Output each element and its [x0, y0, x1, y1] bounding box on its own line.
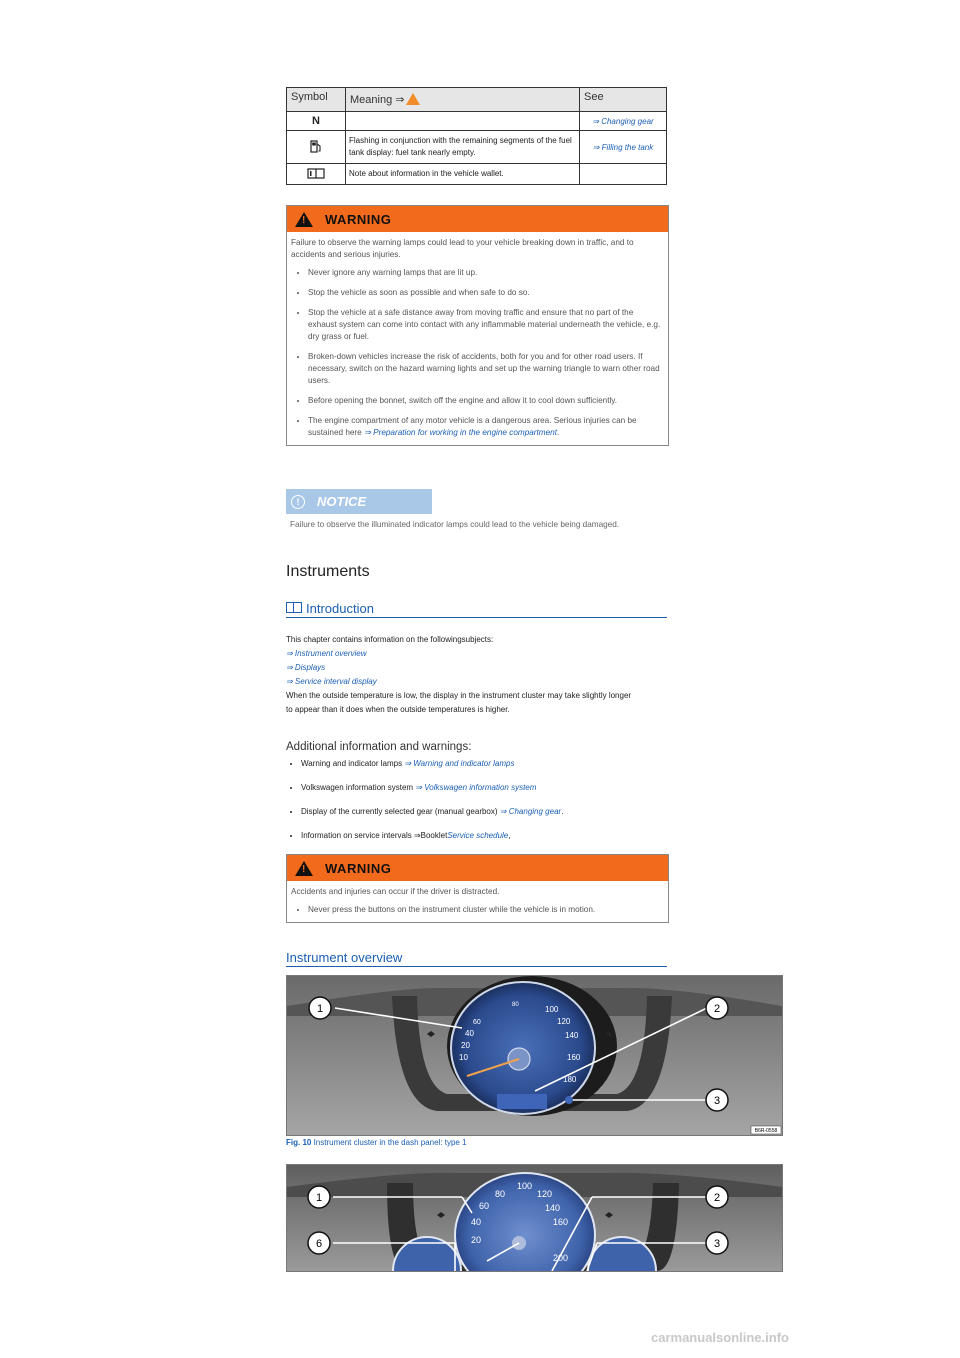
callout-1: 1 [316, 1003, 324, 1015]
tick-label: 200 [553, 1253, 569, 1263]
list-item: • Display of the currently selected gear (manual gearbox) ⇒ Changing gear. [301, 806, 682, 817]
tick-label: 140 [565, 1031, 579, 1040]
notice-header [286, 489, 432, 514]
warning-box [286, 205, 669, 446]
list-item: • Before opening the bonnet, switch off the engine and allow it to cool down sufficiently. [308, 395, 664, 407]
tick-label: 180 [563, 1075, 577, 1084]
intro-paragraph: This chapter contains information on the followingsubjects: ⇒ Instrument overview ⇒ Displays ⇒ Service interval display [286, 633, 493, 689]
book-info-icon [287, 164, 346, 185]
warning-triangle-icon [295, 212, 313, 227]
tick-label: 20 [461, 1041, 470, 1050]
warning-list [291, 904, 664, 916]
engine-prep-link[interactable]: ⇒ Preparation for working in the engine compartment [364, 428, 557, 437]
table-cell-meaning [346, 112, 580, 131]
warning-title: WARNING [325, 211, 392, 227]
notice-text: Failure to observe the illuminated indicator lamps could lead to the vehicle being damaged. [290, 520, 620, 529]
additional-info-list [286, 758, 682, 854]
warning-header [287, 206, 668, 232]
changing-gear-link[interactable]: ⇒ Changing gear [499, 807, 562, 816]
instrument-cluster-figure-2 [286, 1164, 783, 1272]
service-schedule-link[interactable]: Service schedule [447, 831, 509, 840]
list-item: • Volkswagen information system ⇒ Volkswagen information system [301, 782, 682, 793]
callout-3: 3 [713, 1095, 721, 1107]
instrument-cluster-figure-1 [286, 975, 783, 1136]
table-row [287, 112, 667, 131]
table-row [287, 131, 667, 164]
see-link[interactable]: ⇒ Changing gear [580, 112, 667, 131]
service-interval-link[interactable]: ⇒ Service interval display [286, 677, 377, 686]
col-meaning-header: Meaning ⇒ [346, 88, 580, 112]
tick-label: 20 [471, 1235, 482, 1245]
warning-lamps-link[interactable]: ⇒ Warning and indicator lamps [404, 759, 515, 768]
intro-heading: Introduction [286, 601, 667, 618]
tick-label: 120 [537, 1189, 553, 1199]
book-icon [286, 602, 302, 613]
tick-label: 40 [471, 1217, 482, 1227]
figure-code: B6R-0558 [754, 1128, 778, 1134]
figure-caption: Fig. 10 Instrument cluster in the dash panel: type 1 [286, 1138, 467, 1147]
table-cell-meaning: Flashing in conjunction with the remaining segments of the fuel tank display: fuel tank nearly empty. [346, 131, 580, 164]
list-item: • Stop the vehicle as soon as possible and when safe to do so. [308, 287, 664, 299]
tick-label: 100 [545, 1005, 559, 1014]
tick-label: 80 [495, 1189, 506, 1199]
cluster-illustration-1 [287, 976, 782, 1135]
cluster-illustration-2 [287, 1165, 782, 1271]
tick-label: 160 [567, 1053, 581, 1062]
list-item: • Stop the vehicle at a safe distance away from moving traffic and ensure that no part of the exhaust system can come into contact with any inflammable material underneath the vehicle, e.g. dry grass or fuel. [308, 307, 664, 343]
list-item: • Never ignore any warning lamps that are lit up. [308, 267, 664, 279]
tick-label: 10 [459, 1053, 468, 1062]
instrument-overview-heading: Instrument overview [286, 950, 667, 967]
tick-label: 80 [512, 1002, 519, 1008]
list-item: • Broken-down vehicles increase the risk of accidents, both for you and for other road users. If necessary, switch on the hazard warning lights and set up the warning triangle to warn other road users. [308, 351, 664, 387]
warning-body [287, 881, 668, 922]
callout-2: 2 [713, 1192, 721, 1204]
warning-box [286, 854, 669, 923]
info-system-link[interactable]: ⇒ Volkswagen information system [415, 783, 537, 792]
list-item: • Information on service intervals ⇒BookletService schedule, [301, 830, 682, 841]
list-item: • The engine compartment of any motor vehicle is a dangerous area. Serious injuries can be sustained here ⇒ Preparation for working in the engine compartment. [308, 415, 664, 439]
warning-intro: Accidents and injuries can occur if the driver is distracted. [291, 887, 500, 896]
fuel-pump-icon [287, 131, 346, 164]
see-link[interactable]: ⇒ Filling the tank [580, 131, 667, 164]
tick-label: 120 [557, 1017, 571, 1026]
symbol-table [286, 87, 667, 185]
displays-link[interactable]: ⇒ Displays [286, 663, 326, 672]
exclamation-circle-icon: ! [291, 495, 305, 509]
tick-label: 140 [545, 1203, 561, 1213]
callout-6: 6 [315, 1238, 323, 1250]
additional-info-heading: Additional information and warnings: [286, 741, 472, 753]
warning-intro: Failure to observe the warning lamps could lead to your vehicle breaking down in traffic, and to accidents and serious injuries. [291, 238, 634, 259]
callout-2: 2 [713, 1003, 721, 1015]
tick-label: 60 [473, 1019, 481, 1026]
tick-label: 40 [465, 1029, 474, 1038]
gear-n-icon: N [287, 112, 346, 131]
tick-label: 100 [517, 1181, 533, 1191]
warning-title: WARNING [325, 860, 392, 876]
tick-label: 160 [553, 1217, 569, 1227]
section-title: Instruments [286, 563, 370, 580]
list-item: • Warning and indicator lamps ⇒ Warning and indicator lamps [301, 758, 682, 769]
warning-triangle-icon [295, 861, 313, 876]
warning-list [291, 267, 664, 439]
col-see-header: See [580, 88, 667, 112]
callout-1: 1 [315, 1192, 323, 1204]
warning-triangle-icon [406, 93, 420, 105]
table-cell-see [580, 164, 667, 185]
table-cell-meaning: Note about information in the vehicle wallet. [346, 164, 580, 185]
warning-body [287, 232, 668, 445]
tick-label: 60 [479, 1201, 490, 1211]
list-item: • Never press the buttons on the instrument cluster while the vehicle is in motion. [308, 904, 664, 916]
warning-header [287, 855, 668, 881]
temperature-paragraph: When the outside temperature is low, the display in the instrument cluster may take slightly longer to appear than it does when the outside temperatures is higher. [286, 691, 632, 714]
callout-3: 3 [713, 1238, 721, 1250]
table-header-row [287, 88, 667, 112]
notice-title: NOTICE [317, 494, 367, 509]
col-symbol-header: Symbol [287, 88, 346, 112]
table-row [287, 164, 667, 185]
instrument-overview-link[interactable]: ⇒ Instrument overview [286, 649, 367, 658]
watermark: carmanualsonline.info [651, 1330, 789, 1345]
